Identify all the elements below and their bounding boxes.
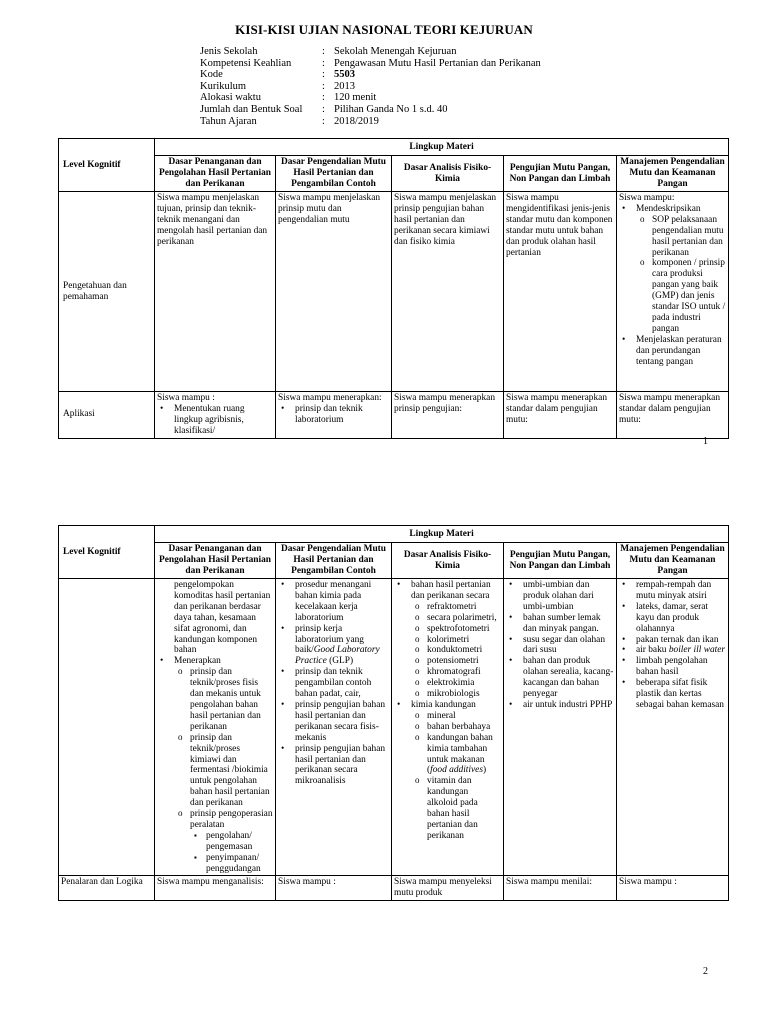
list-item: o konduktometri — [411, 645, 501, 656]
table-row-aplikasi — [59, 392, 729, 439]
document-metadata — [200, 46, 541, 127]
cell-text: Siswa mampu mengidentifikasi jenis-jenis standar mutu dan komponen standar mutu untuk bahan dan produk olahan hasil pertanian — [504, 192, 617, 392]
meta-value: 2018/2019 — [334, 115, 379, 127]
header-level-kognitif: Level Kognitif — [59, 139, 155, 192]
glp-text-post: (GLP) — [326, 656, 354, 667]
list-item: o vitamin dan kandungan alkoloid pada bahan hasil pertanian dan perikanan — [411, 776, 501, 841]
document-page-1 — [0, 0, 768, 480]
cell-text: Siswa mampu : — [617, 876, 729, 901]
cell-intro: Siswa mampu menerapkan: — [278, 393, 382, 403]
glp-text-pre: prinsip kerja laboratorium yang baik/ — [295, 623, 364, 656]
cell-text: Siswa mampu menjelaskan prinsip pengujian bahan hasil pertanian dan perikanan secara kimiawi dan fisiko kimia — [392, 192, 504, 392]
list-item: o bahan berbahaya — [411, 722, 501, 733]
table-row-aplikasi-continued — [59, 579, 729, 876]
meta-key: Tahun Ajaran — [200, 115, 257, 127]
cell-text: Siswa mampu menjelaskan prinsip mutu dan pengendalian mutu — [276, 192, 392, 392]
list-item: o kolorimetri — [411, 635, 501, 646]
list-item: o elektrokimia — [411, 678, 501, 689]
meta-row — [200, 104, 541, 116]
header-lingkup-materi: Lingkup Materi — [155, 526, 729, 543]
meta-key: Jenis Sekolah — [200, 46, 258, 57]
list-item — [619, 645, 726, 656]
meta-row — [200, 116, 541, 128]
list-item: • bahan dan produk olahan serealia, kacang-kacangan dan bahan penyegar — [506, 656, 614, 700]
text-italic: boiler ill water — [668, 645, 726, 656]
list-item: o komponen / prinsip cara produksi pangan yang baik (GMP) dan jenis standar ISO untuk / pada industri pangan — [636, 258, 726, 334]
meta-separator: : — [322, 69, 325, 81]
header-level-kognitif: Level Kognitif — [59, 526, 155, 579]
page-number: 2 — [703, 966, 708, 977]
cell-intro: Siswa mampu : — [157, 393, 215, 403]
list-item: • limbah pengolahan bahan hasil — [619, 656, 726, 678]
header-lingkup-materi: Lingkup Materi — [155, 139, 729, 156]
cell-text: Siswa mampu menilai: — [504, 876, 617, 901]
cell-text: Siswa mampu menjelaskan tujuan, prinsip dan teknik-teknik menangani dan mengolah hasil pertanian dan perikanan — [155, 192, 276, 392]
bullet-text: prinsip pengoperasian peralatan — [190, 809, 273, 830]
list-item: o SOP pelaksanaan pengendalian mutu hasil pertanian dan perikanan — [636, 215, 726, 259]
list-item: • prinsip pengujian bahan hasil pertanian dan perikanan secara mikroanalisis — [278, 744, 389, 788]
glp-text-italic: Good Laboratory Practice — [295, 645, 380, 667]
meta-key: Jumlah dan Bentuk Soal — [200, 103, 303, 115]
document-page-2 — [0, 480, 768, 1024]
meta-row — [200, 69, 541, 81]
cell-manajemen — [617, 192, 729, 392]
list-item: • prinsip dan teknik pengambilan contoh bahan padat, cair, — [278, 667, 389, 700]
list-item: o prinsip dan teknik/proses kimiawi dan fermentasi /biokimia untuk pengolahan bahan hasil pertanian dan perikanan — [174, 733, 273, 809]
list-item — [619, 204, 726, 335]
meta-key: Kompetensi Keahlian — [200, 57, 292, 69]
list-item: • prinsip dan teknik laboratorium — [278, 404, 389, 426]
header-col-3: Dasar Analisis Fisiko-Kimia — [392, 156, 504, 192]
cell-text: pengelompokan komoditas hasil pertanian dan perikanan berdasar daya tahan, kesamaan sifat agronomi, dan kandungan komponen bahan — [174, 580, 271, 656]
page-number: 1 — [703, 436, 708, 447]
header-col-2: Dasar Pengendalian Mutu Hasil Pertanian dan Pengambilan Contoh — [276, 543, 392, 579]
meta-row — [200, 92, 541, 104]
text-pre: air baku — [636, 645, 669, 656]
list-item — [174, 809, 273, 874]
header-col-4: Pengujian Mutu Pangan, Non Pangan dan Limbah — [504, 156, 617, 192]
list-item: o mineral — [411, 711, 501, 722]
row-label-aplikasi: Aplikasi — [59, 392, 155, 439]
cell-text: Siswa mampu menerapkan standar dalam pengujian mutu: — [504, 392, 617, 439]
row-label-pengetahuan: Pengetahuan dan pemahaman — [59, 192, 155, 392]
meta-separator: : — [322, 80, 325, 92]
bullet-text: bahan hasil pertanian dan perikanan secara — [411, 580, 491, 601]
meta-row — [200, 58, 541, 70]
meta-separator: : — [322, 46, 325, 57]
list-item: o potensiometri — [411, 656, 501, 667]
meta-separator: : — [322, 92, 325, 104]
list-item — [157, 656, 273, 874]
cell-pengujian — [504, 579, 617, 876]
list-item: • Menentukan ruang lingkup agribisnis, klasifikasi/ — [157, 404, 273, 437]
cell-pengendalian — [276, 579, 392, 876]
text-pre: kandungan bahan kimia tambahan untuk makanan ( — [427, 732, 493, 776]
meta-value: 5503 — [334, 69, 355, 81]
header-col-2: Dasar Pengendalian Mutu Hasil Pertanian dan Pengambilan Contoh — [276, 156, 392, 192]
header-col-4: Pengujian Mutu Pangan, Non Pangan dan Limbah — [504, 543, 617, 579]
header-col-5: Manajemen Pengendalian Mutu dan Keamanan Pangan — [617, 156, 729, 192]
bullet-text: Mendeskripsikan — [636, 203, 701, 214]
text-italic: food additives — [430, 765, 483, 776]
meta-row — [200, 81, 541, 93]
kisi-kisi-table-page-1 — [58, 138, 729, 439]
bullet-text: kimia kandungan — [411, 699, 476, 710]
meta-value: 2013 — [334, 80, 355, 92]
cell-intro: Siswa mampu: — [619, 193, 675, 203]
cell-penanganan — [155, 392, 276, 439]
list-item: o secara polarimetri, — [411, 613, 501, 624]
cell-analisis — [392, 579, 504, 876]
list-item: ▪ pengolahan/ pengemasan — [190, 831, 273, 853]
meta-row — [200, 46, 541, 58]
meta-value: Pilihan Ganda No 1 s.d. 40 — [334, 103, 448, 115]
list-item: • umbi-umbian dan produk olahan dari umbi-umbian — [506, 580, 614, 613]
cell-text: Siswa mampu menyeleksi mutu produk — [392, 876, 504, 901]
row-label-empty — [59, 579, 155, 876]
list-item: • bahan sumber lemak dan minyak pangan. — [506, 613, 614, 635]
list-item — [394, 700, 501, 842]
meta-value: 120 menit — [334, 92, 377, 104]
document-title: KISI-KISI UJIAN NASIONAL TEORI KEJURUAN — [235, 22, 533, 37]
list-item: • beberapa sifat fisik plastik dan kertas sebagai bahan kemasan — [619, 678, 726, 711]
list-item: • lateks, damar, serat kayu dan produk olahannya — [619, 602, 726, 635]
cell-text: Siswa mampu : — [276, 876, 392, 901]
list-item: • prosedur menangani bahan kimia pada kecelakaan kerja laboratorium — [278, 580, 389, 624]
list-item: • rempah-rempah dan mutu minyak atsiri — [619, 580, 726, 602]
list-item: o mikrobiologis — [411, 689, 501, 700]
meta-key: Kode — [200, 69, 223, 81]
list-item — [278, 624, 389, 668]
kisi-kisi-table-page-2 — [58, 525, 729, 901]
row-label-penalaran: Penalaran dan Logika — [59, 876, 155, 901]
table-row-penalaran — [59, 876, 729, 901]
text-post: ) — [482, 765, 487, 776]
cell-manajemen — [617, 579, 729, 876]
cell-penanganan — [155, 579, 276, 876]
list-item: o prinsip dan teknik/proses fisis dan mekanis untuk pengolahan bahan hasil pertanian dan perikanan — [174, 667, 273, 732]
list-item: • susu segar dan olahan dari susu — [506, 635, 614, 657]
header-col-1: Dasar Penanganan dan Pengolahan Hasil Pertanian dan Perikanan — [155, 543, 276, 579]
cell-text: Siswa mampu menerapkan standar dalam pengujian mutu: — [617, 392, 729, 439]
cell-text: Siswa mampu menerapkan prinsip pengujian: — [392, 392, 504, 439]
meta-value: Sekolah Menengah Kejuruan — [334, 46, 457, 57]
list-item: • Menjelaskan peraturan dan perundangan tentang pangan — [619, 335, 726, 368]
list-item: o khromatografi — [411, 667, 501, 678]
list-item: ▪ penyimpanan/ penggudangan — [190, 853, 273, 875]
bullet-text: Menerapkan — [174, 656, 221, 667]
list-item: • air untuk industri PPHP — [506, 700, 614, 711]
header-col-1: Dasar Penanganan dan Pengolahan Hasil Pertanian dan Perikanan — [155, 156, 276, 192]
header-col-3: Dasar Analisis Fisiko-Kimia — [392, 543, 504, 579]
header-col-5: Manajemen Pengendalian Mutu dan Keamanan Pangan — [617, 543, 729, 579]
meta-key: Kurikulum — [200, 80, 247, 92]
meta-key: Alokasi waktu — [200, 92, 261, 104]
list-item: • prinsip pengujian bahan hasil pertanian dan perikanan secara fisis-mekanis — [278, 700, 389, 744]
cell-text: Siswa mampu menganalisis: — [155, 876, 276, 901]
list-item: o spektrofotometri — [411, 624, 501, 635]
list-item — [394, 580, 501, 700]
meta-separator: : — [322, 103, 325, 115]
meta-separator: : — [322, 115, 325, 127]
meta-separator: : — [322, 57, 325, 69]
meta-value: Pengawasan Mutu Hasil Pertanian dan Perikanan — [334, 57, 541, 69]
cell-pengendalian — [276, 392, 392, 439]
list-item — [411, 733, 501, 777]
table-row-pengetahuan — [59, 192, 729, 392]
list-item: • pakan ternak dan ikan — [619, 635, 726, 646]
list-item: o refraktometri — [411, 602, 501, 613]
